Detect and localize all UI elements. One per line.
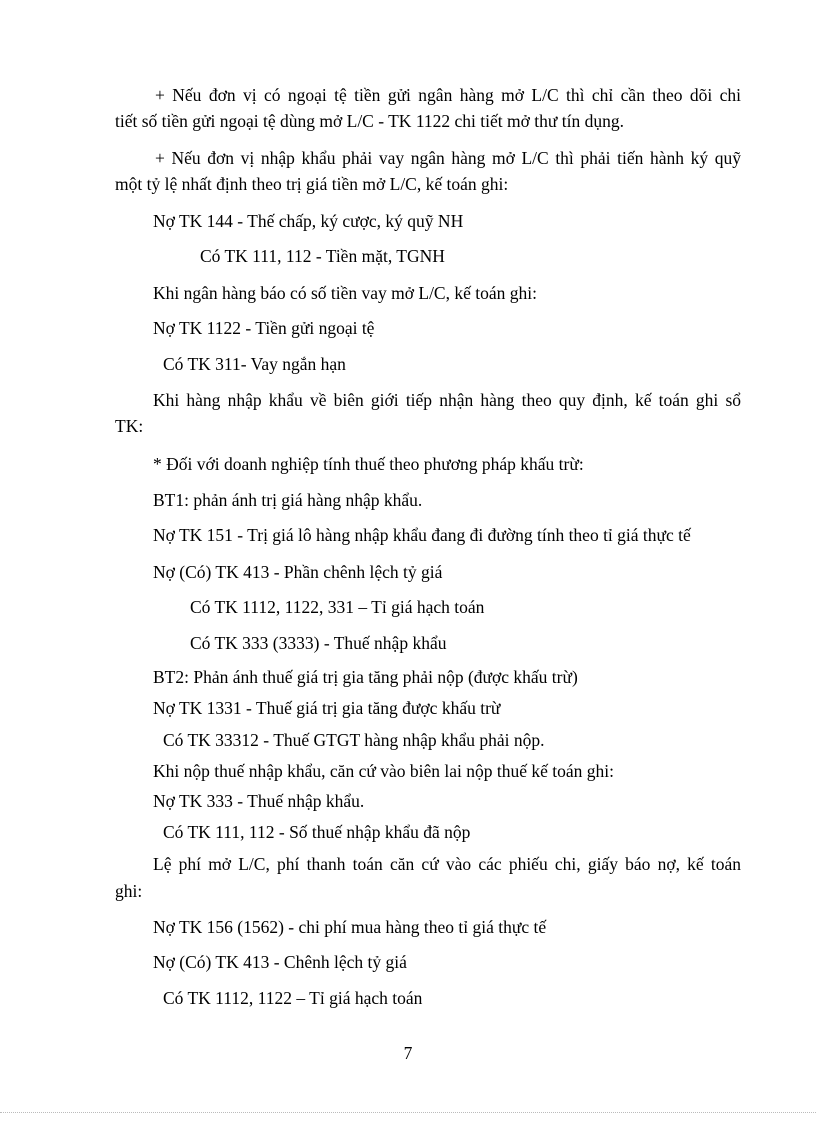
text-line: BT2: Phản ánh thuế giá trị gia tăng phải nộp (được khấu trừ) [153,667,578,687]
page-number: 7 [403,1043,413,1063]
text-line: BT1: phản ánh trị giá hàng nhập khẩu. [153,490,423,510]
text-line: Có TK 311- Vay ngắn hạn [163,354,346,374]
text-line: Có TK 1112, 1122, 331 – Tỉ giá hạch toán [190,597,485,617]
text-line: Nợ (Có) TK 413 - Phần chênh lệch tỷ giá [153,562,443,582]
text-line: Có TK 111, 112 - Tiền mặt, TGNH [200,246,445,266]
text-line: Nợ TK 1122 - Tiền gửi ngoại tệ [153,318,375,338]
text-line: * Đối với doanh nghiệp tính thuế theo phương pháp khấu trừ: [153,454,584,474]
text-line: Nợ TK 1331 - Thuế giá trị gia tăng được khấu trừ [153,698,501,718]
text-line: Nợ (Có) TK 413 - Chênh lệch tỷ giá [153,952,407,972]
text-line: Khi ngân hàng báo có số tiền vay mở L/C, kế toán ghi: [153,283,537,303]
text-line: Khi hàng nhập khẩu về biên giới tiếp nhận hàng theo quy định, kế toán ghi sổ [153,390,741,410]
text-line: + Nếu đơn vị có ngoại tệ tiền gửi ngân hàng mở L/C thì chỉ cần theo dõi chi [155,85,741,105]
text-line: + Nếu đơn vị nhập khẩu phải vay ngân hàng mở L/C thì phải tiến hành ký quỹ [155,148,741,168]
text-line: Có TK 111, 112 - Số thuế nhập khẩu đã nộp [163,822,471,842]
text-line: Có TK 333 (3333) - Thuế nhập khẩu [190,633,447,653]
page-bottom-border [0,1112,816,1113]
text-line: Nợ TK 151 - Trị giá lô hàng nhập khẩu đang đi đường tính theo tỉ giá thực tế [153,525,691,545]
text-line: Có TK 33312 - Thuế GTGT hàng nhập khẩu phải nộp. [163,730,545,750]
text-line: một tỷ lệ nhất định theo trị giá tiền mở L/C, kế toán ghi: [115,174,509,194]
text-line: ghi: [115,881,143,901]
text-line: Lệ phí mở L/C, phí thanh toán căn cứ vào các phiếu chi, giấy báo nợ, kế toán [153,854,741,874]
text-line: Có TK 1112, 1122 – Tỉ giá hạch toán [163,988,423,1008]
text-line: Nợ TK 144 - Thế chấp, ký cược, ký quỹ NH [153,211,464,231]
text-line: Nợ TK 156 (1562) - chi phí mua hàng theo tỉ giá thực tế [153,917,547,937]
text-line: Khi nộp thuế nhập khẩu, căn cứ vào biên lai nộp thuế kế toán ghi: [153,761,614,781]
text-line: TK: [115,416,144,436]
text-line: tiết số tiền gửi ngoại tệ dùng mở L/C - TK 1122 chi tiết mở thư tín dụng. [115,111,624,131]
text-line: Nợ TK 333 - Thuế nhập khẩu. [153,791,365,811]
